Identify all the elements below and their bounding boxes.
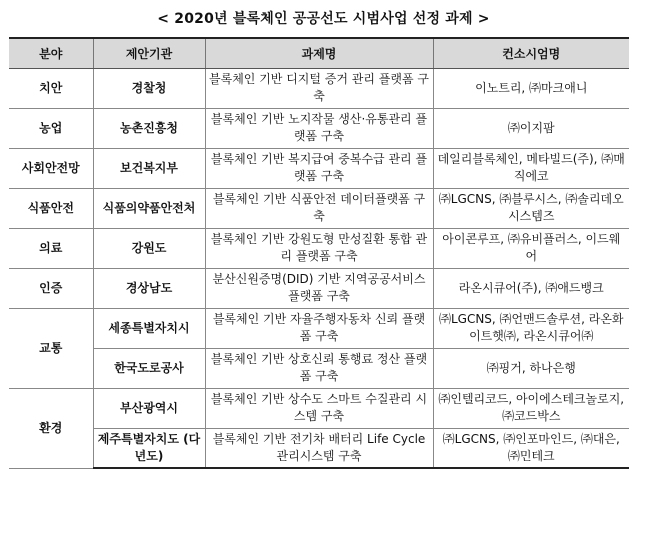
agency-cell: 보건복지부 <box>93 148 205 188</box>
task-cell: 분산신원증명(DID) 기반 지역공공서비스 플랫폼 구축 <box>205 268 433 308</box>
header-task: 과제명 <box>205 38 433 68</box>
table-row <box>9 388 629 428</box>
field-cell: 의료 <box>9 228 93 268</box>
agency-cell: 경상남도 <box>93 268 205 308</box>
agency-cell: 강원도 <box>93 228 205 268</box>
agency-cell: 식품의약품안전처 <box>93 188 205 228</box>
table-row <box>9 268 629 308</box>
consortium-cell: ㈜인텔리코드, 아이에스테크놀로지, ㈜코드박스 <box>433 388 629 428</box>
consortium-cell: 이노트리, ㈜마크애니 <box>433 68 629 108</box>
consortium-cell: 라온시큐어(주), ㈜애드뱅크 <box>433 268 629 308</box>
header-consortium: 컨소시엄명 <box>433 38 629 68</box>
agency-cell: 경찰청 <box>93 68 205 108</box>
header-field: 분야 <box>9 38 93 68</box>
field-cell: 사회안전망 <box>9 148 93 188</box>
field-cell: 식품안전 <box>9 188 93 228</box>
task-cell: 블록체인 기반 상수도 스마트 수질관리 시스템 구축 <box>205 388 433 428</box>
agency-cell: 한국도로공사 <box>93 348 205 388</box>
task-cell: 블록체인 기반 전기차 배터리 Life Cycle 관리시스템 구축 <box>205 428 433 468</box>
consortium-cell: ㈜핑거, 하나은행 <box>433 348 629 388</box>
task-cell: 블록체인 기반 식품안전 데이터플랫폼 구축 <box>205 188 433 228</box>
table-header-row <box>9 38 629 68</box>
field-cell: 환경 <box>9 388 93 468</box>
task-cell: 블록체인 기반 자율주행자동차 신뢰 플랫폼 구축 <box>205 308 433 348</box>
field-cell: 치안 <box>9 68 93 108</box>
task-cell: 블록체인 기반 디지털 증거 관리 플랫폼 구축 <box>205 68 433 108</box>
table-row <box>9 148 629 188</box>
task-cell: 블록체인 기반 강원도형 만성질환 통합 관리 플랫폼 구축 <box>205 228 433 268</box>
task-cell: 블록체인 기반 노지작물 생산·유통관리 플랫폼 구축 <box>205 108 433 148</box>
table-row <box>9 348 629 388</box>
consortium-cell: ㈜LGCNS, ㈜언맨드솔루션, 라온화이트햇㈜, 라온시큐어㈜ <box>433 308 629 348</box>
table-row <box>9 428 629 468</box>
header-agency: 제안기관 <box>93 38 205 68</box>
consortium-cell: ㈜이지팜 <box>433 108 629 148</box>
field-cell: 교통 <box>9 308 93 388</box>
table-row <box>9 68 629 108</box>
field-cell: 인증 <box>9 268 93 308</box>
selection-table <box>9 37 629 469</box>
table-row <box>9 108 629 148</box>
page-title: < 2020년 블록체인 공공선도 시범사업 선정 과제 > <box>157 11 490 27</box>
agency-cell: 제주특별자치도 (다년도) <box>93 428 205 468</box>
agency-cell: 부산광역시 <box>93 388 205 428</box>
consortium-cell: ㈜LGCNS, ㈜인포마인드, ㈜대은, ㈜민테크 <box>433 428 629 468</box>
task-cell: 블록체인 기반 상호신뢰 통행료 정산 플랫폼 구축 <box>205 348 433 388</box>
field-cell: 농업 <box>9 108 93 148</box>
table-row <box>9 188 629 228</box>
agency-cell: 농촌진흥청 <box>93 108 205 148</box>
table-row <box>9 308 629 348</box>
consortium-cell: ㈜LGCNS, ㈜블루시스, ㈜솔리데오시스템즈 <box>433 188 629 228</box>
table-row <box>9 228 629 268</box>
task-cell: 블록체인 기반 복지급여 중복수급 관리 플랫폼 구축 <box>205 148 433 188</box>
agency-cell: 세종특별자치시 <box>93 308 205 348</box>
consortium-cell: 데일리블록체인, 메타빌드(주), ㈜매직에코 <box>433 148 629 188</box>
consortium-cell: 아이콘루프, ㈜유비플러스, 이드웨어 <box>433 228 629 268</box>
